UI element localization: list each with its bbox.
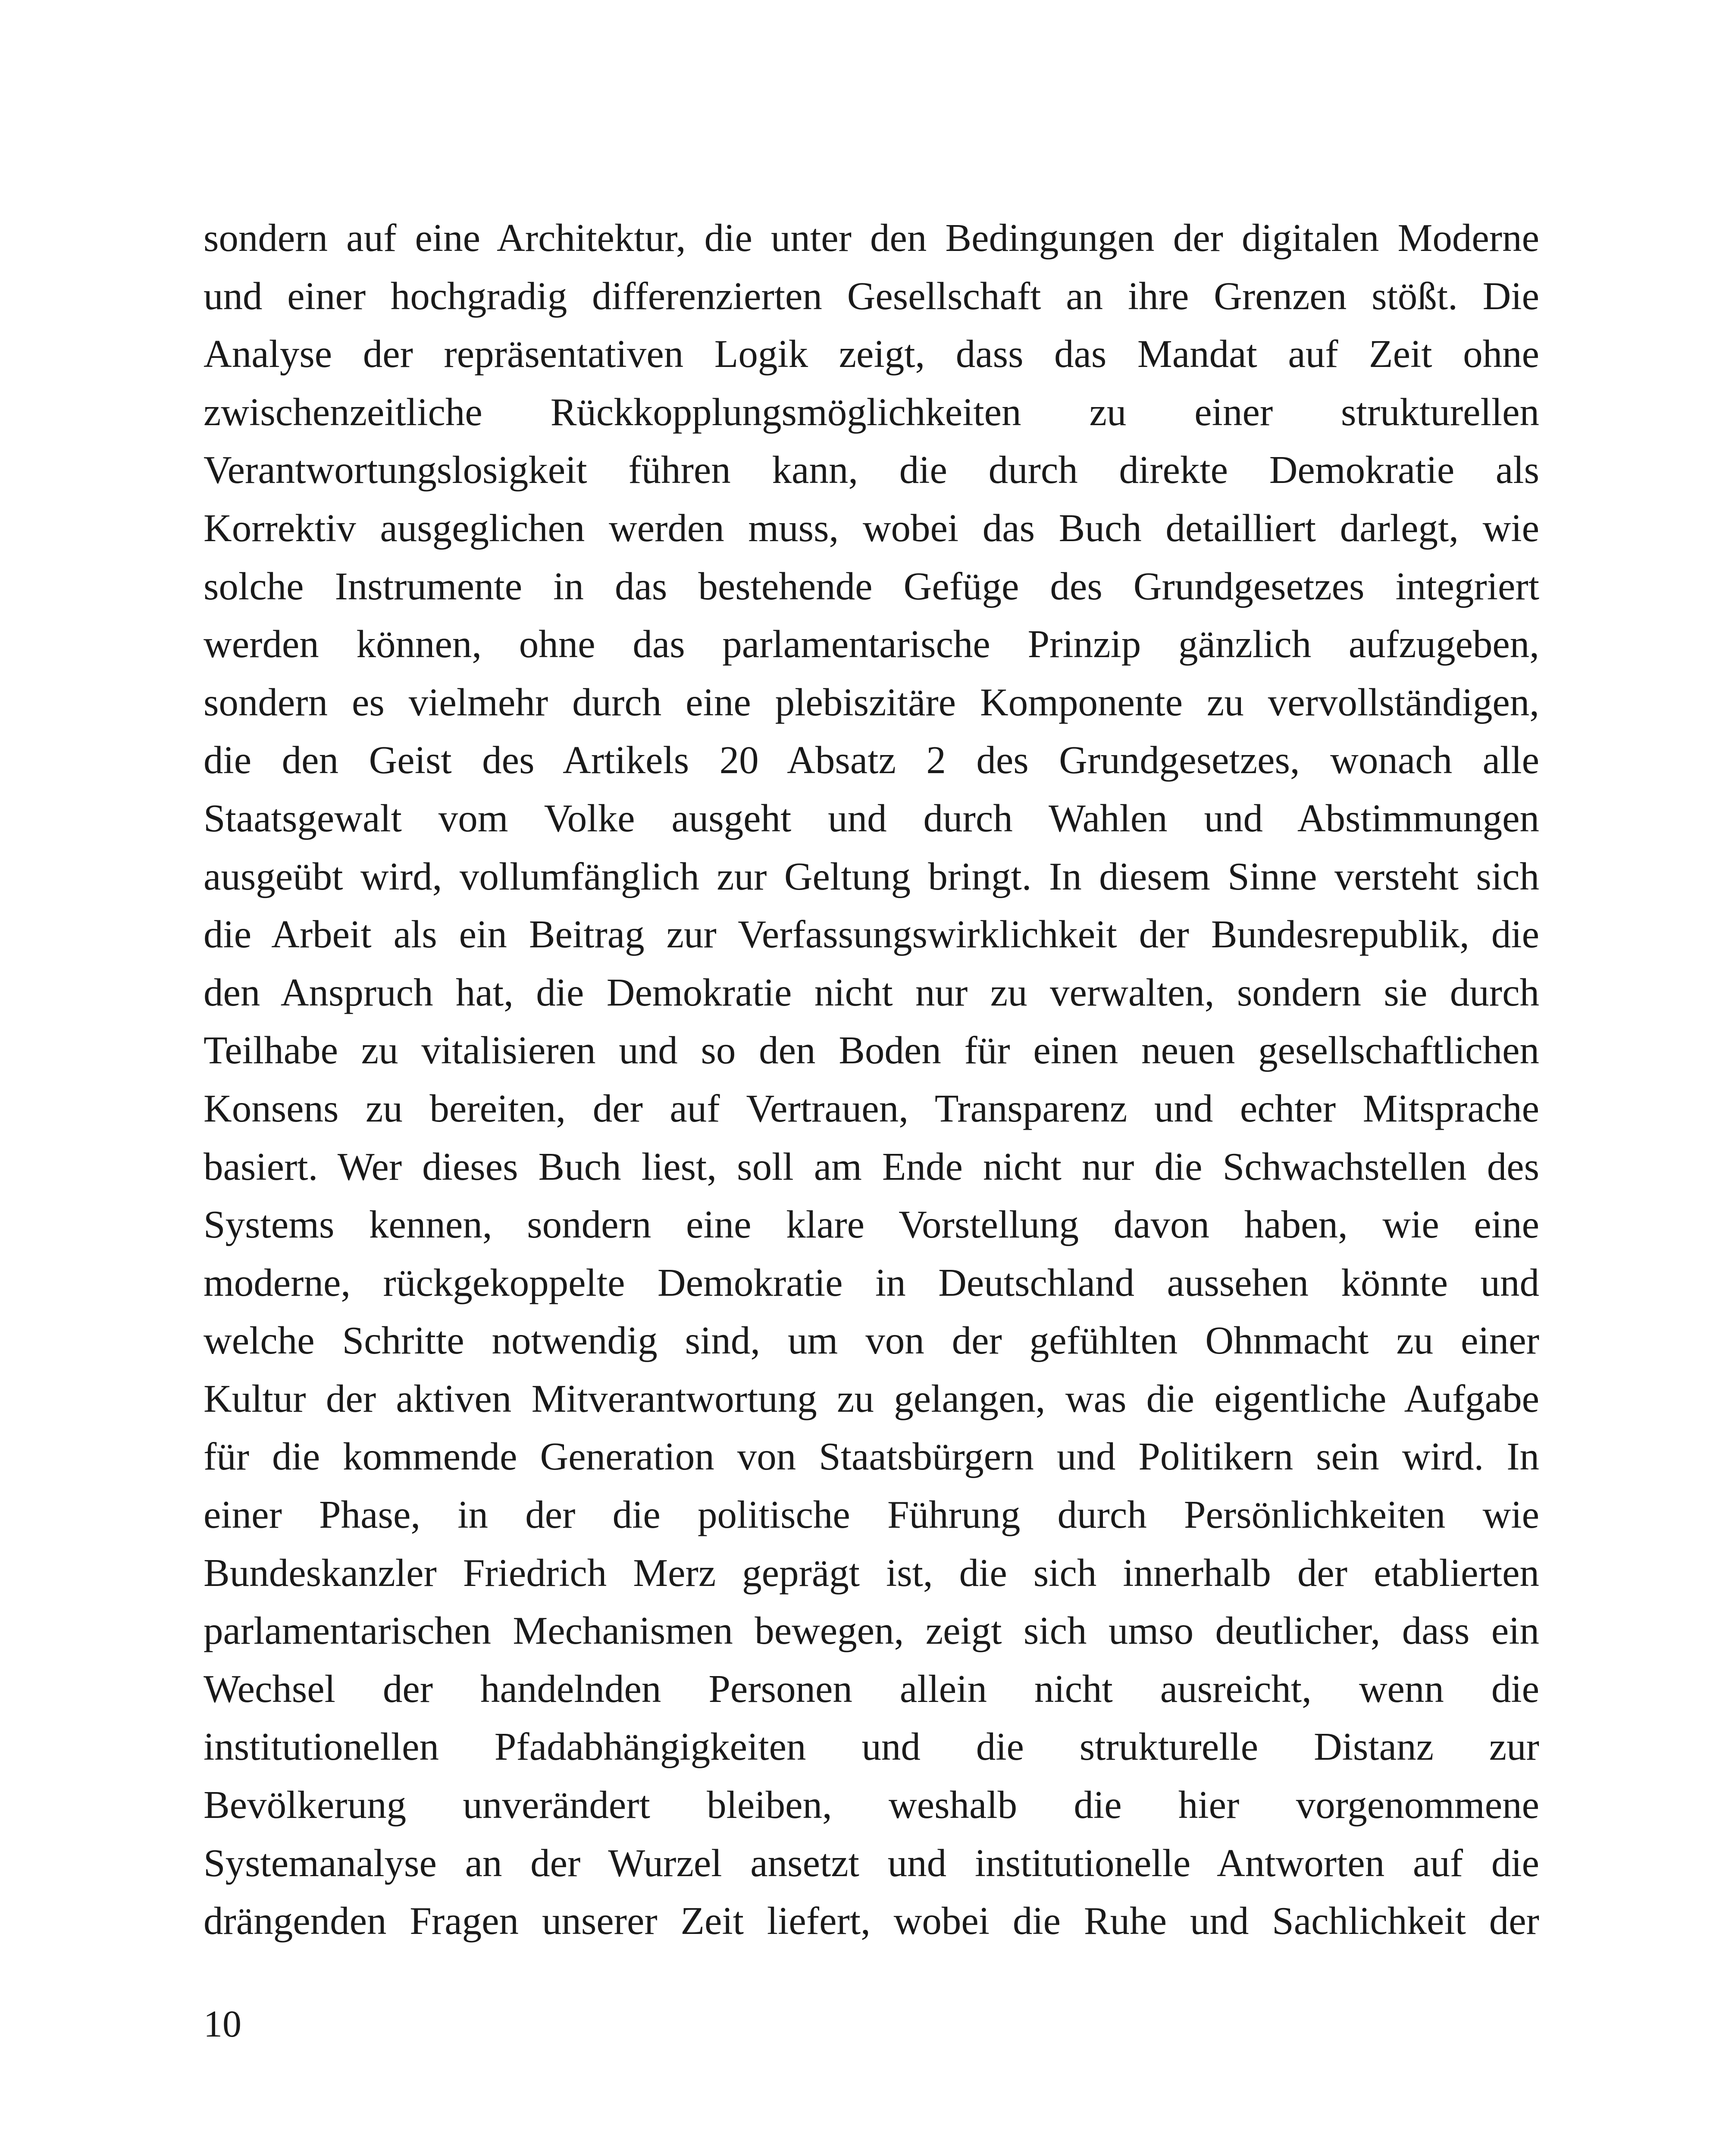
- text-line: drängenden Fragen unserer Zeit liefert, wobei die Ruhe und Sachlichkeit der: [204, 1899, 1539, 1943]
- text-line: Staatsgewalt vom Volke ausgeht und durch Wahlen und Abstimmungen: [204, 796, 1539, 840]
- text-line: werden können, ohne das parlamentarische Prinzip gänzlich aufzugeben,: [204, 622, 1539, 666]
- text-line: Konsens zu bereiten, der auf Vertrauen, Transparenz und echter Mitsprache: [204, 1086, 1539, 1130]
- text-line: welche Schritte notwendig sind, um von der gefühlten Ohnmacht zu einer: [204, 1319, 1539, 1363]
- text-line: für die kommende Generation von Staatsbürgern und Politikern sein wird. In: [204, 1435, 1539, 1479]
- text-line: einer Phase, in der die politische Führung durch Persönlichkeiten wie: [204, 1493, 1539, 1537]
- text-line: sondern es vielmehr durch eine plebiszitäre Komponente zu vervollständigen,: [204, 680, 1539, 724]
- text-line: parlamentarischen Mechanismen bewegen, zeigt sich umso deutlicher, dass ein: [204, 1609, 1539, 1653]
- text-line: Korrektiv ausgeglichen werden muss, wobei das Buch detailliert darlegt, wie: [204, 506, 1539, 550]
- text-line: Verantwortungslosigkeit führen kann, die durch direkte Demokratie als: [204, 448, 1539, 492]
- page-number: 10: [204, 2003, 241, 2045]
- text-line: Kultur der aktiven Mitverantwortung zu gelangen, was die eigentliche Aufgabe: [204, 1376, 1539, 1420]
- text-line: institutionellen Pfadabhängigkeiten und die strukturelle Distanz zur: [204, 1725, 1539, 1769]
- text-line: zwischenzeitliche Rückkopplungsmöglichkeiten zu einer strukturellen: [204, 390, 1539, 434]
- text-line: sondern auf eine Architektur, die unter den Bedingungen der digitalen Moderne: [204, 216, 1539, 260]
- text-line: Bevölkerung unverändert bleiben, weshalb die hier vorgenommene: [204, 1783, 1539, 1827]
- text-line: Bundeskanzler Friedrich Merz geprägt ist, die sich innerhalb der etablierten: [204, 1551, 1539, 1595]
- text-line: die Arbeit als ein Beitrag zur Verfassungswirklichkeit der Bundesrepublik, die: [204, 912, 1539, 956]
- text-line: Teilhabe zu vitalisieren und so den Boden für einen neuen gesellschaftlichen: [204, 1028, 1539, 1072]
- text-line: den Anspruch hat, die Demokratie nicht nur zu verwalten, sondern sie durch: [204, 970, 1539, 1014]
- text-line: die den Geist des Artikels 20 Absatz 2 des Grundgesetzes, wonach alle: [204, 738, 1539, 782]
- text-line: Systems kennen, sondern eine klare Vorstellung davon haben, wie eine: [204, 1203, 1539, 1247]
- text-line: moderne, rückgekoppelte Demokratie in Deutschland aussehen könnte und: [204, 1260, 1539, 1304]
- text-line: ausgeübt wird, vollumfänglich zur Geltung bringt. In diesem Sinne versteht sich: [204, 854, 1539, 898]
- text-line: und einer hochgradig differenzierten Gesellschaft an ihre Grenzen stößt. Die: [204, 274, 1539, 318]
- body-paragraph: [204, 209, 1539, 1950]
- text-line: Analyse der repräsentativen Logik zeigt, dass das Mandat auf Zeit ohne: [204, 332, 1539, 376]
- text-line: basiert. Wer dieses Buch liest, soll am Ende nicht nur die Schwachstellen des: [204, 1144, 1539, 1188]
- text-line: Wechsel der handelnden Personen allein nicht ausreicht, wenn die: [204, 1667, 1539, 1711]
- text-line: solche Instrumente in das bestehende Gefüge des Grundgesetzes integriert: [204, 564, 1539, 608]
- text-line: Systemanalyse an der Wurzel ansetzt und institutionelle Antworten auf die: [204, 1841, 1539, 1885]
